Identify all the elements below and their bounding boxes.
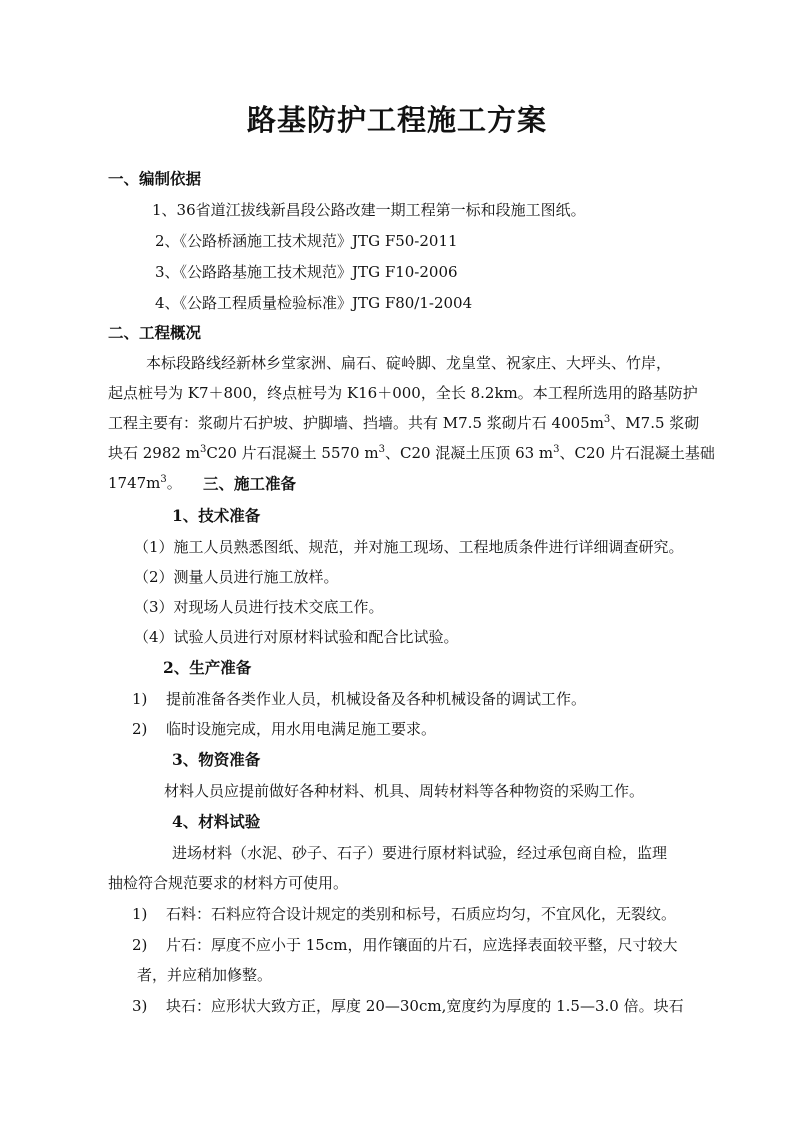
overview-text: 、C20 混凝土压顶 63 m [384, 444, 554, 462]
overview-para-line-1: 本标段路线经新林乡堂家洲、扁石、碇岭脚、龙皇堂、祝家庄、大坪头、竹岸， [146, 354, 672, 372]
section-heading-preparation: 三、施工准备 [203, 474, 297, 493]
material-test-item-1 [132, 903, 676, 925]
overview-text: 块石 2982 m [108, 444, 200, 462]
material-test-item-2 [132, 934, 677, 956]
basis-item-1: 1、36省道江拔线新昌段公路改建一期工程第一标和段施工图纸。 [152, 201, 586, 219]
material-prep-text: 材料人员应提前做好各种材料、机具、周转材料等各种物资的采购工作。 [164, 782, 645, 800]
overview-para-line-4 [108, 442, 715, 464]
overview-text: 1747m [108, 474, 161, 492]
material-test-item-3 [132, 995, 684, 1017]
subheading-material-prep: 3、物资准备 [172, 750, 261, 769]
superscript: 3 [378, 444, 385, 455]
list-text: 提前准备各类作业人员，机械设备及各种机械设备的调试工作。 [166, 690, 587, 708]
material-test-para-line-2: 抽检符合规范要求的材料方可使用。 [108, 874, 349, 892]
section-heading-overview: 二、工程概况 [108, 323, 202, 342]
superscript: 3 [199, 444, 207, 455]
tech-item-2: （2）测量人员进行施工放样。 [134, 568, 339, 586]
overview-para-line-5 [108, 472, 182, 494]
list-number: 2) [132, 720, 148, 738]
list-text: 石料：石料应符合设计规定的类别和标号，石质应均匀，不宜风化，无裂纹。 [166, 905, 677, 923]
production-item-1 [132, 688, 586, 710]
overview-text: 工程主要有：浆砌片石护坡、护脚墙、挡墙。共有 M7.5 浆砌片石 4005m [108, 414, 604, 432]
basis-item-2: 2、《公路桥涵施工技术规范》JTG F50-2011 [155, 232, 458, 250]
tech-item-4: （4）试验人员进行对原材料试验和配合比试验。 [134, 628, 459, 646]
page-title: 路基防护工程施工方案 [246, 103, 547, 137]
overview-para-line-3 [108, 412, 699, 434]
superscript: 3 [160, 474, 167, 485]
section-heading-basis: 一、编制依据 [108, 169, 202, 188]
subheading-material-test: 4、材料试验 [172, 812, 261, 831]
tech-item-3: （3）对现场人员进行技术交底工作。 [134, 598, 384, 616]
overview-para-line-2: 起点桩号为 K7＋800，终点桩号为 K16＋000，全长 8.2km。本工程所选用的路基防护 [108, 384, 698, 402]
list-text: 片石：厚度不应小于 15cm，用作镶面的片石，应选择表面较平整，尺寸较大 [166, 936, 678, 954]
basis-item-4: 4、《公路工程质量检验标准》JTG F80/1-2004 [155, 294, 473, 312]
superscript: 3 [553, 444, 560, 455]
subheading-production-prep: 2、生产准备 [163, 658, 252, 677]
list-number: 2) [132, 936, 148, 954]
superscript: 3 [603, 414, 611, 425]
overview-text: 、C20 片石混凝土基础 [559, 444, 715, 462]
production-item-2 [132, 718, 436, 740]
list-text: 临时设施完成，用水用电满足施工要求。 [166, 720, 437, 738]
overview-text: 、M7.5 浆砌 [610, 414, 700, 432]
material-test-para-line-1: 进场材料（水泥、砂子、石子）要进行原材料试验，经过承包商自检，监理 [172, 844, 668, 862]
material-test-item-2-continued: 者，并应稍加修整。 [137, 966, 273, 984]
list-number: 1) [132, 690, 148, 708]
basis-item-3: 3、《公路路基施工技术规范》JTG F10-2006 [155, 263, 458, 281]
list-number: 3) [132, 997, 148, 1015]
overview-text: C20 片石混凝土 5570 m [206, 444, 379, 462]
list-number: 1) [132, 905, 148, 923]
overview-text: 。 [166, 474, 182, 492]
list-text: 块石：应形状大致方正，厚度 20—30cm,宽度约为厚度的 1.5—3.0 倍。块石 [166, 997, 684, 1015]
subheading-tech-prep: 1、技术准备 [172, 506, 261, 525]
tech-item-1: （1）施工人员熟悉图纸、规范，并对施工现场、工程地质条件进行详细调查研究。 [134, 538, 684, 556]
